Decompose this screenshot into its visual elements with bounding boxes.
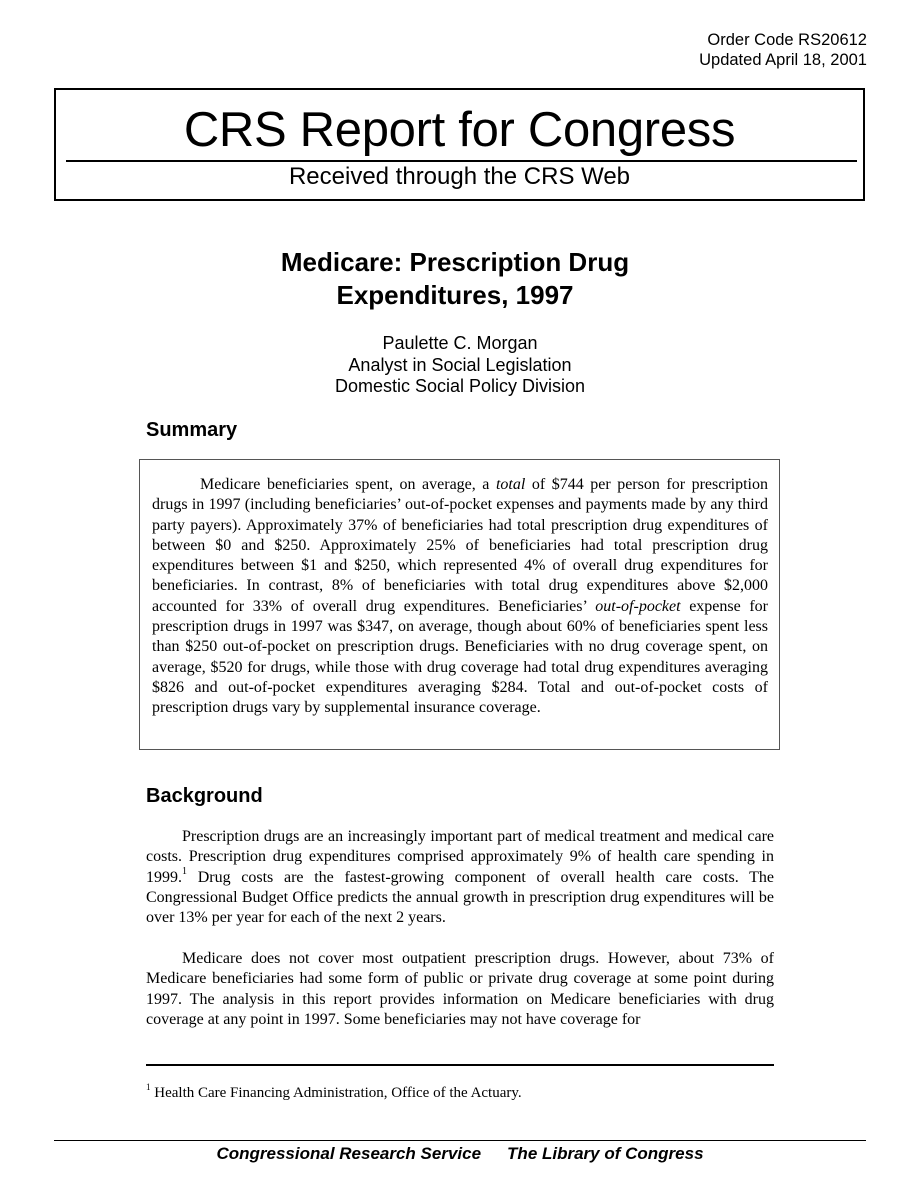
footnote-reference: 1 [182,866,187,878]
summary-text-part: Medicare beneficiaries spent, on average, a [200,476,496,493]
author-block [0,333,920,398]
author-name: Paulette C. Morgan [382,333,538,353]
page-footer [0,1143,920,1164]
paragraph-text: Prescription drugs are an increasingly important part of medical treatment and medical care costs. Prescription drug expenditures comprised approximately 9% of health care spending in 1999. [146,828,774,886]
report-header-box [54,88,865,201]
summary-box [139,459,780,750]
footer-divider [54,1140,866,1141]
order-code: Order Code RS20612 [707,31,867,49]
paragraph-text: Medicare does not cover most outpatient prescription drugs. However, about 73% of Medicare beneficiaries had some form of public or private drug coverage at some point during 1997. The analysis in this report provides information on Medicare beneficiaries with drug coverage at any point in 1997. Some beneficiaries may not have coverage for [146,950,774,1028]
summary-text [152,475,768,719]
footer-crs: Congressional Research Service [216,1144,482,1163]
report-title [0,246,910,312]
summary-emphasis-total: total [495,476,526,493]
summary-text-part: of $744 per person for prescription drugs in 1997 (including beneficiaries’ out-of-pocket expenses and payments made by any third party payers). Approximately 37% of beneficiaries had total prescription drug expenditures of between $0 and $250. Approximately 25% of beneficiaries had total prescription drug expenditures between $1 and $250, which represented 4% of overall drug expenditures for beneficiaries. In contrast, 8% of beneficiaries with total drug expenditures above $2,000 accounted for 33% of overall drug expenditures. Beneficiaries’ [152,476,768,615]
report-title-line-2: Expenditures, 1997 [336,280,574,310]
crs-report-title: CRS Report for Congress [183,103,736,157]
footnote-divider [146,1064,774,1066]
footnote-number: 1 [146,1082,151,1092]
summary-text-part: expense for prescription drugs in 1997 was $347, on average, though about 60% of beneficiaries spent less than $250 out-of-pocket on prescription drugs. Beneficiaries with no drug coverage spent, on average, $520 for drugs, while those with drug coverage had total drug expenditures averaging $826 and out-of-pocket expenditures averaging $284. Total and out-of-pocket costs of prescription drugs vary by supplemental insurance coverage. [152,597,769,717]
updated-date: Updated April 18, 2001 [699,51,867,69]
author-position: Analyst in Social Legislation [348,354,572,375]
footer-library: The Library of Congress [507,1144,704,1163]
footnote-text: Health Care Financing Administration, Office of the Actuary. [150,1085,522,1101]
author-division: Domestic Social Policy Division [334,376,586,396]
paragraph-text: Drug costs are the fastest-growing component of overall health care costs. The Congressional Budget Office predicts the annual growth in prescription drug expenditures will be over 13% per year for each of the next 2 years. [146,868,774,927]
summary-heading: Summary [146,419,238,441]
background-paragraph-2 [146,949,774,1030]
crs-report-subtitle: Received through the CRS Web [288,163,631,190]
summary-emphasis-out-of-pocket: out-of-pocket [595,597,681,615]
background-heading: Background [146,785,263,807]
report-title-line-1: Medicare: Prescription Drug [280,247,630,277]
footnote [146,1083,774,1103]
order-code-block [699,30,867,70]
background-paragraph-1 [146,827,774,928]
